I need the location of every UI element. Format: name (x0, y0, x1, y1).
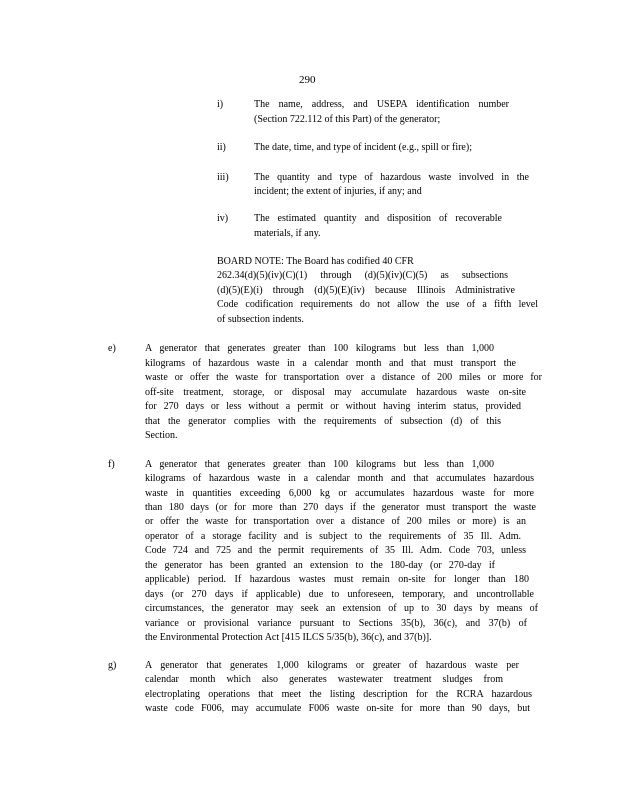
section-line: kilograms of hazardous waste in a calendar month and that must transport the (145, 358, 516, 369)
section-line: Section. (145, 430, 178, 441)
section-line: kilograms of hazardous waste in a calendar month and that accumulates hazardous (145, 473, 534, 484)
section-line: A generator that generates 1,000 kilograms or greater of hazardous waste per (145, 660, 519, 671)
section-line: circumstances, the generator may seek an extension of up to 30 days by means of (145, 603, 538, 614)
list-item-line: (Section 722.112 of this Part) of the generator; (254, 114, 441, 125)
section-line: A generator that generates greater than 100 kilograms but less than 1,000 (145, 459, 494, 470)
section-line: off-site treatment, storage, or disposal may accumulate hazardous waste on-site (145, 387, 526, 398)
board-note-line: Code codification requirements do not allow the use of a fifth level (217, 299, 538, 310)
section-line: for 270 days or less without a permit or without having interim status, provided (145, 401, 521, 412)
section-line: operator of a storage facility and is subject to the requirements of 35 Ill. Adm. (145, 531, 521, 542)
section-line: or offer the waste for transportation over a distance of 200 miles or more) is an (145, 516, 526, 527)
section-line: A generator that generates greater than 100 kilograms but less than 1,000 (145, 343, 494, 354)
section-marker: f) (108, 459, 115, 470)
list-item-marker: ii) (217, 142, 226, 153)
list-item-marker: iv) (217, 213, 229, 224)
section-line: days (or 270 days if applicable) due to unforeseen, temporary, and uncontrollable (145, 589, 534, 600)
section-line: waste code F006, may accumulate F006 waste on-site for more than 90 days, but (145, 703, 530, 714)
board-note-line: (d)(5)(E)(i) through (d)(5)(E)(iv) because Illinois Administrative (217, 285, 515, 296)
list-item-line: The name, address, and USEPA identification number (254, 99, 509, 110)
list-item-line: materials, if any. (254, 228, 321, 239)
list-item-line: incident; the extent of injuries, if any; and (254, 186, 422, 197)
section-line: Code 724 and 725 and the permit requirements of 35 Ill. Adm. Code 703, unless (145, 545, 526, 556)
section-line: the Environmental Protection Act [415 ILCS 5/35(b), 36(c), and 37(b)]. (145, 632, 432, 643)
section-line: applicable) period. If hazardous wastes must remain on-site for longer than 180 (145, 574, 529, 585)
section-line: than 180 days (or for more than 270 days if the generator must transport the waste (145, 502, 536, 513)
section-line: the generator has been granted an extension to the 180-day (or 270-day if (145, 560, 495, 571)
page-number: 290 (299, 74, 316, 86)
list-item-marker: i) (217, 99, 224, 110)
section-line: that the generator complies with the requirements of subsection (d) of this (145, 416, 501, 427)
list-item-marker: iii) (217, 172, 229, 183)
list-item-line: The estimated quantity and disposition of recoverable (254, 213, 502, 224)
list-item-line: The quantity and type of hazardous waste involved in the (254, 172, 529, 183)
board-note-line: of subsection indents. (217, 314, 304, 325)
section-line: waste or offer the waste for transportation over a distance of 200 miles or more for (145, 372, 542, 383)
section-marker: g) (108, 660, 117, 671)
section-line: electroplating operations that meet the listing description for the RCRA hazardous (145, 689, 532, 700)
section-marker: e) (108, 343, 116, 354)
section-line: variance or provisional variance pursuant to Sections 35(b), 36(c), and 37(b) of (145, 618, 527, 629)
board-note-line: 262.34(d)(5)(iv)(C)(1) through (d)(5)(iv)(C)(5) as subsections (217, 270, 508, 281)
list-item-line: The date, time, and type of incident (e.g., spill or fire); (254, 142, 472, 153)
section-line: waste in quantities exceeding 6,000 kg or accumulates hazardous waste for more (145, 488, 534, 499)
board-note-line: BOARD NOTE: The Board has codified 40 CFR (217, 256, 414, 267)
section-line: calendar month which also generates wastewater treatment sludges from (145, 674, 503, 685)
